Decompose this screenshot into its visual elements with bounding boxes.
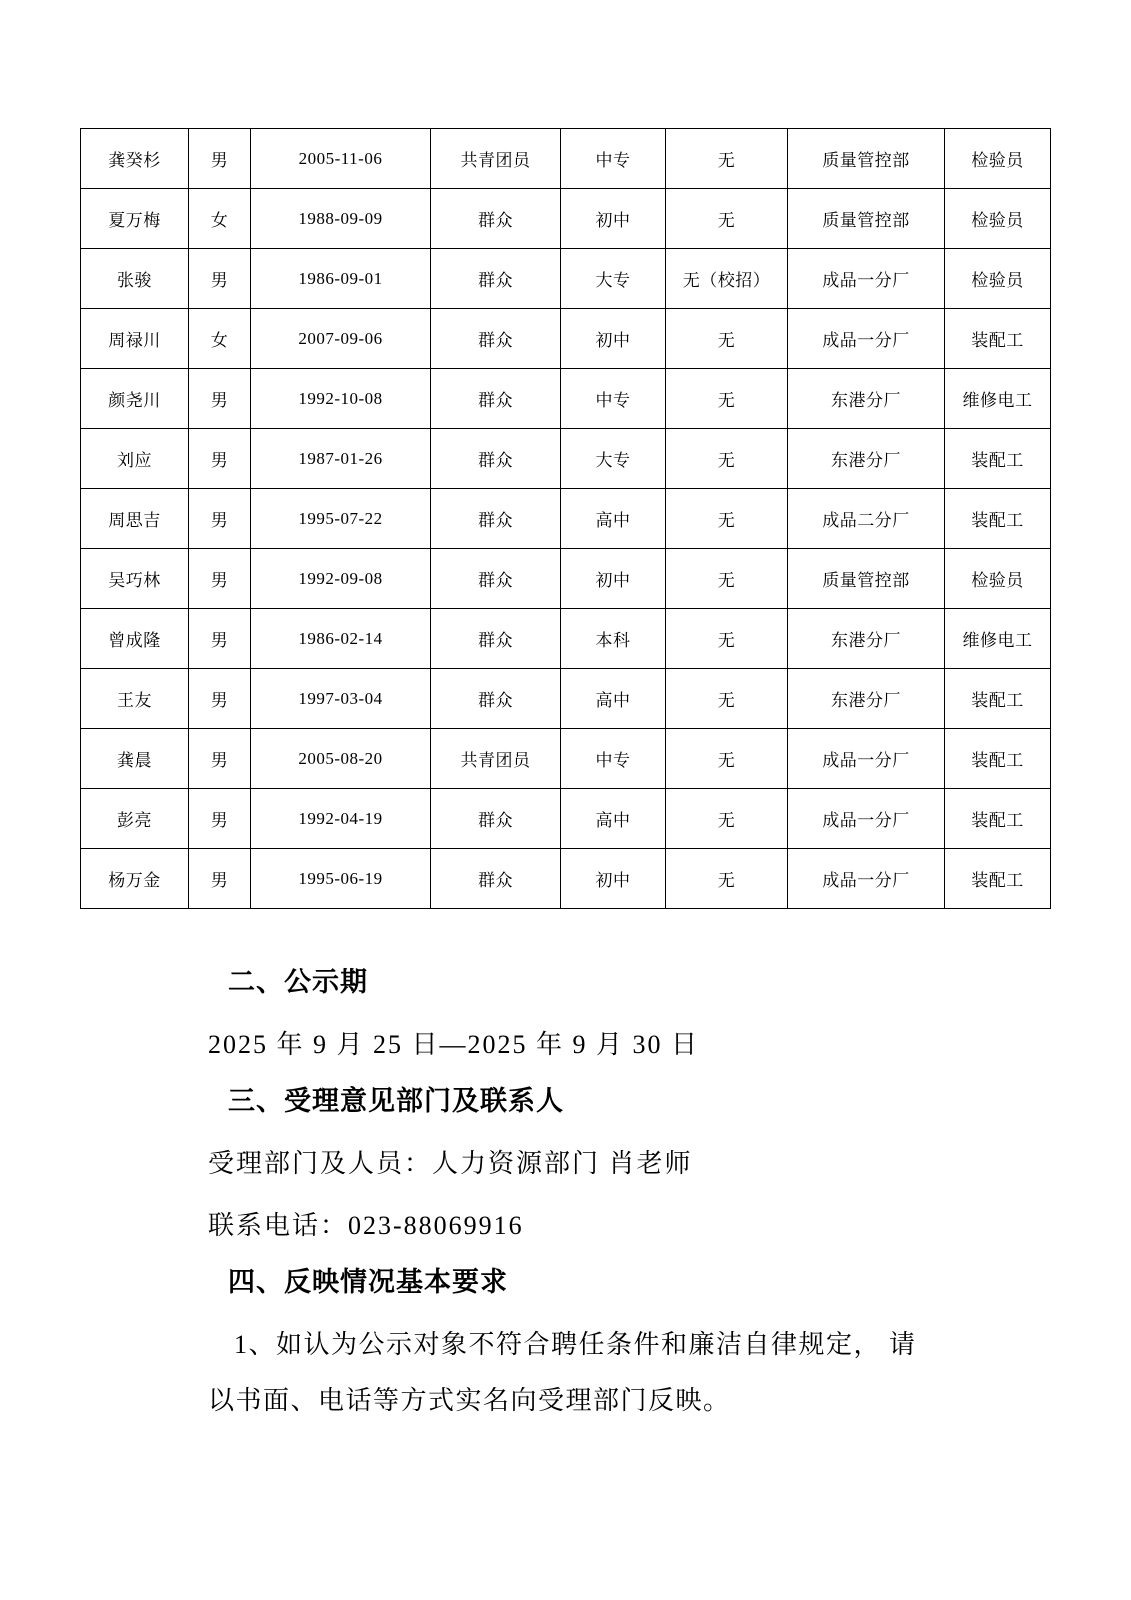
cell-birth: 1988-09-09 — [251, 189, 431, 249]
cell-birth: 1997-03-04 — [251, 669, 431, 729]
cell-title: 无 — [666, 489, 788, 549]
cell-party: 群众 — [431, 549, 561, 609]
cell-post: 检验员 — [945, 549, 1051, 609]
table-row — [81, 309, 1051, 369]
cell-title: 无 — [666, 609, 788, 669]
accept-department-text: 受理部门及人员：人力资源部门 肖老师 — [208, 1149, 693, 1178]
cell-education: 初中 — [561, 309, 666, 369]
cell-department: 成品一分厂 — [788, 729, 945, 789]
cell-name: 吴巧林 — [81, 549, 189, 609]
cell-sex: 男 — [189, 609, 251, 669]
cell-sex: 男 — [189, 669, 251, 729]
cell-sex: 男 — [189, 129, 251, 189]
table-row — [81, 189, 1051, 249]
cell-post: 装配工 — [945, 729, 1051, 789]
cell-post: 检验员 — [945, 249, 1051, 309]
cell-education: 大专 — [561, 429, 666, 489]
cell-title: 无 — [666, 549, 788, 609]
cell-education: 中专 — [561, 729, 666, 789]
cell-name: 张骏 — [81, 249, 189, 309]
cell-department: 质量管控部 — [788, 549, 945, 609]
cell-title: 无 — [666, 369, 788, 429]
cell-post: 装配工 — [945, 309, 1051, 369]
cell-party: 群众 — [431, 789, 561, 849]
cell-department: 东港分厂 — [788, 669, 945, 729]
cell-department: 成品一分厂 — [788, 789, 945, 849]
cell-post: 维修电工 — [945, 609, 1051, 669]
cell-name: 彭亮 — [81, 789, 189, 849]
cell-sex: 男 — [189, 789, 251, 849]
document-body — [80, 960, 1050, 1429]
cell-sex: 男 — [189, 489, 251, 549]
cell-education: 初中 — [561, 189, 666, 249]
cell-birth: 1987-01-26 — [251, 429, 431, 489]
cell-title: 无 — [666, 129, 788, 189]
cell-post: 检验员 — [945, 189, 1051, 249]
cell-party: 群众 — [431, 669, 561, 729]
cell-education: 高中 — [561, 489, 666, 549]
cell-education: 中专 — [561, 129, 666, 189]
table-row — [81, 729, 1051, 789]
cell-sex: 女 — [189, 309, 251, 369]
table-row — [81, 129, 1051, 189]
cell-party: 群众 — [431, 609, 561, 669]
cell-birth: 2007-09-06 — [251, 309, 431, 369]
cell-title: 无 — [666, 429, 788, 489]
cell-birth: 1986-09-01 — [251, 249, 431, 309]
table-row — [81, 849, 1051, 909]
cell-education: 本科 — [561, 609, 666, 669]
cell-party: 共青团员 — [431, 729, 561, 789]
cell-education: 高中 — [561, 669, 666, 729]
section-two-heading: 二、公示期 — [228, 967, 368, 997]
cell-name: 颜尧川 — [81, 369, 189, 429]
cell-party: 群众 — [431, 489, 561, 549]
cell-sex: 男 — [189, 849, 251, 909]
cell-sex: 男 — [189, 429, 251, 489]
cell-party: 群众 — [431, 369, 561, 429]
cell-education: 高中 — [561, 789, 666, 849]
cell-name: 夏万梅 — [81, 189, 189, 249]
publicity-period-text: 2025 年 9 月 25 日—2025 年 9 月 30 日 — [208, 1030, 700, 1059]
requirement-line-2: 以书面、电话等方式实名向受理部门反映。 — [208, 1386, 731, 1415]
cell-name: 周禄川 — [81, 309, 189, 369]
cell-post: 装配工 — [945, 429, 1051, 489]
cell-education: 大专 — [561, 249, 666, 309]
cell-name: 杨万金 — [81, 849, 189, 909]
cell-title: 无 — [666, 789, 788, 849]
cell-education: 中专 — [561, 369, 666, 429]
cell-birth: 1995-06-19 — [251, 849, 431, 909]
cell-department: 成品一分厂 — [788, 309, 945, 369]
cell-birth: 1995-07-22 — [251, 489, 431, 549]
cell-birth: 1992-10-08 — [251, 369, 431, 429]
cell-department: 东港分厂 — [788, 369, 945, 429]
cell-department: 东港分厂 — [788, 609, 945, 669]
table-row — [81, 489, 1051, 549]
cell-name: 王友 — [81, 669, 189, 729]
cell-title: 无 — [666, 729, 788, 789]
cell-department: 质量管控部 — [788, 129, 945, 189]
cell-party: 群众 — [431, 249, 561, 309]
roster-table-body — [81, 129, 1051, 909]
cell-department: 东港分厂 — [788, 429, 945, 489]
cell-name: 曾成隆 — [81, 609, 189, 669]
cell-department: 成品一分厂 — [788, 249, 945, 309]
table-row — [81, 609, 1051, 669]
cell-sex: 男 — [189, 549, 251, 609]
table-row — [81, 789, 1051, 849]
cell-title: 无 — [666, 189, 788, 249]
cell-party: 群众 — [431, 189, 561, 249]
cell-title: 无 — [666, 849, 788, 909]
table-row — [81, 669, 1051, 729]
requirement-line-1: 1、如认为公示对象不符合聘任条件和廉洁自律规定， 请 — [234, 1330, 917, 1359]
cell-sex: 男 — [189, 249, 251, 309]
cell-birth: 1992-04-19 — [251, 789, 431, 849]
cell-sex: 女 — [189, 189, 251, 249]
cell-department: 成品一分厂 — [788, 849, 945, 909]
roster-table — [80, 128, 1051, 909]
table-row — [81, 369, 1051, 429]
cell-name: 刘应 — [81, 429, 189, 489]
cell-name: 龚癸杉 — [81, 129, 189, 189]
cell-title: 无 — [666, 669, 788, 729]
cell-party: 群众 — [431, 309, 561, 369]
cell-post: 检验员 — [945, 129, 1051, 189]
section-four-heading: 四、反映情况基本要求 — [228, 1267, 508, 1297]
cell-party: 共青团员 — [431, 129, 561, 189]
table-row — [81, 429, 1051, 489]
cell-education: 初中 — [561, 549, 666, 609]
cell-post: 维修电工 — [945, 369, 1051, 429]
cell-department: 成品二分厂 — [788, 489, 945, 549]
section-three-heading: 三、受理意见部门及联系人 — [228, 1086, 564, 1116]
cell-sex: 男 — [189, 729, 251, 789]
roster-table-container — [80, 128, 1050, 909]
cell-name: 周思吉 — [81, 489, 189, 549]
cell-department: 质量管控部 — [788, 189, 945, 249]
cell-post: 装配工 — [945, 489, 1051, 549]
table-row — [81, 549, 1051, 609]
cell-post: 装配工 — [945, 789, 1051, 849]
table-row — [81, 249, 1051, 309]
cell-party: 群众 — [431, 849, 561, 909]
cell-title: 无（校招） — [666, 249, 788, 309]
cell-birth: 1992-09-08 — [251, 549, 431, 609]
cell-education: 初中 — [561, 849, 666, 909]
cell-birth: 1986-02-14 — [251, 609, 431, 669]
cell-title: 无 — [666, 309, 788, 369]
cell-post: 装配工 — [945, 849, 1051, 909]
cell-name: 龚晨 — [81, 729, 189, 789]
contact-phone-text: 联系电话：023-88069916 — [208, 1211, 524, 1240]
cell-birth: 2005-08-20 — [251, 729, 431, 789]
cell-sex: 男 — [189, 369, 251, 429]
cell-birth: 2005-11-06 — [251, 129, 431, 189]
requirement-paragraph — [80, 1317, 1050, 1429]
cell-post: 装配工 — [945, 669, 1051, 729]
cell-party: 群众 — [431, 429, 561, 489]
